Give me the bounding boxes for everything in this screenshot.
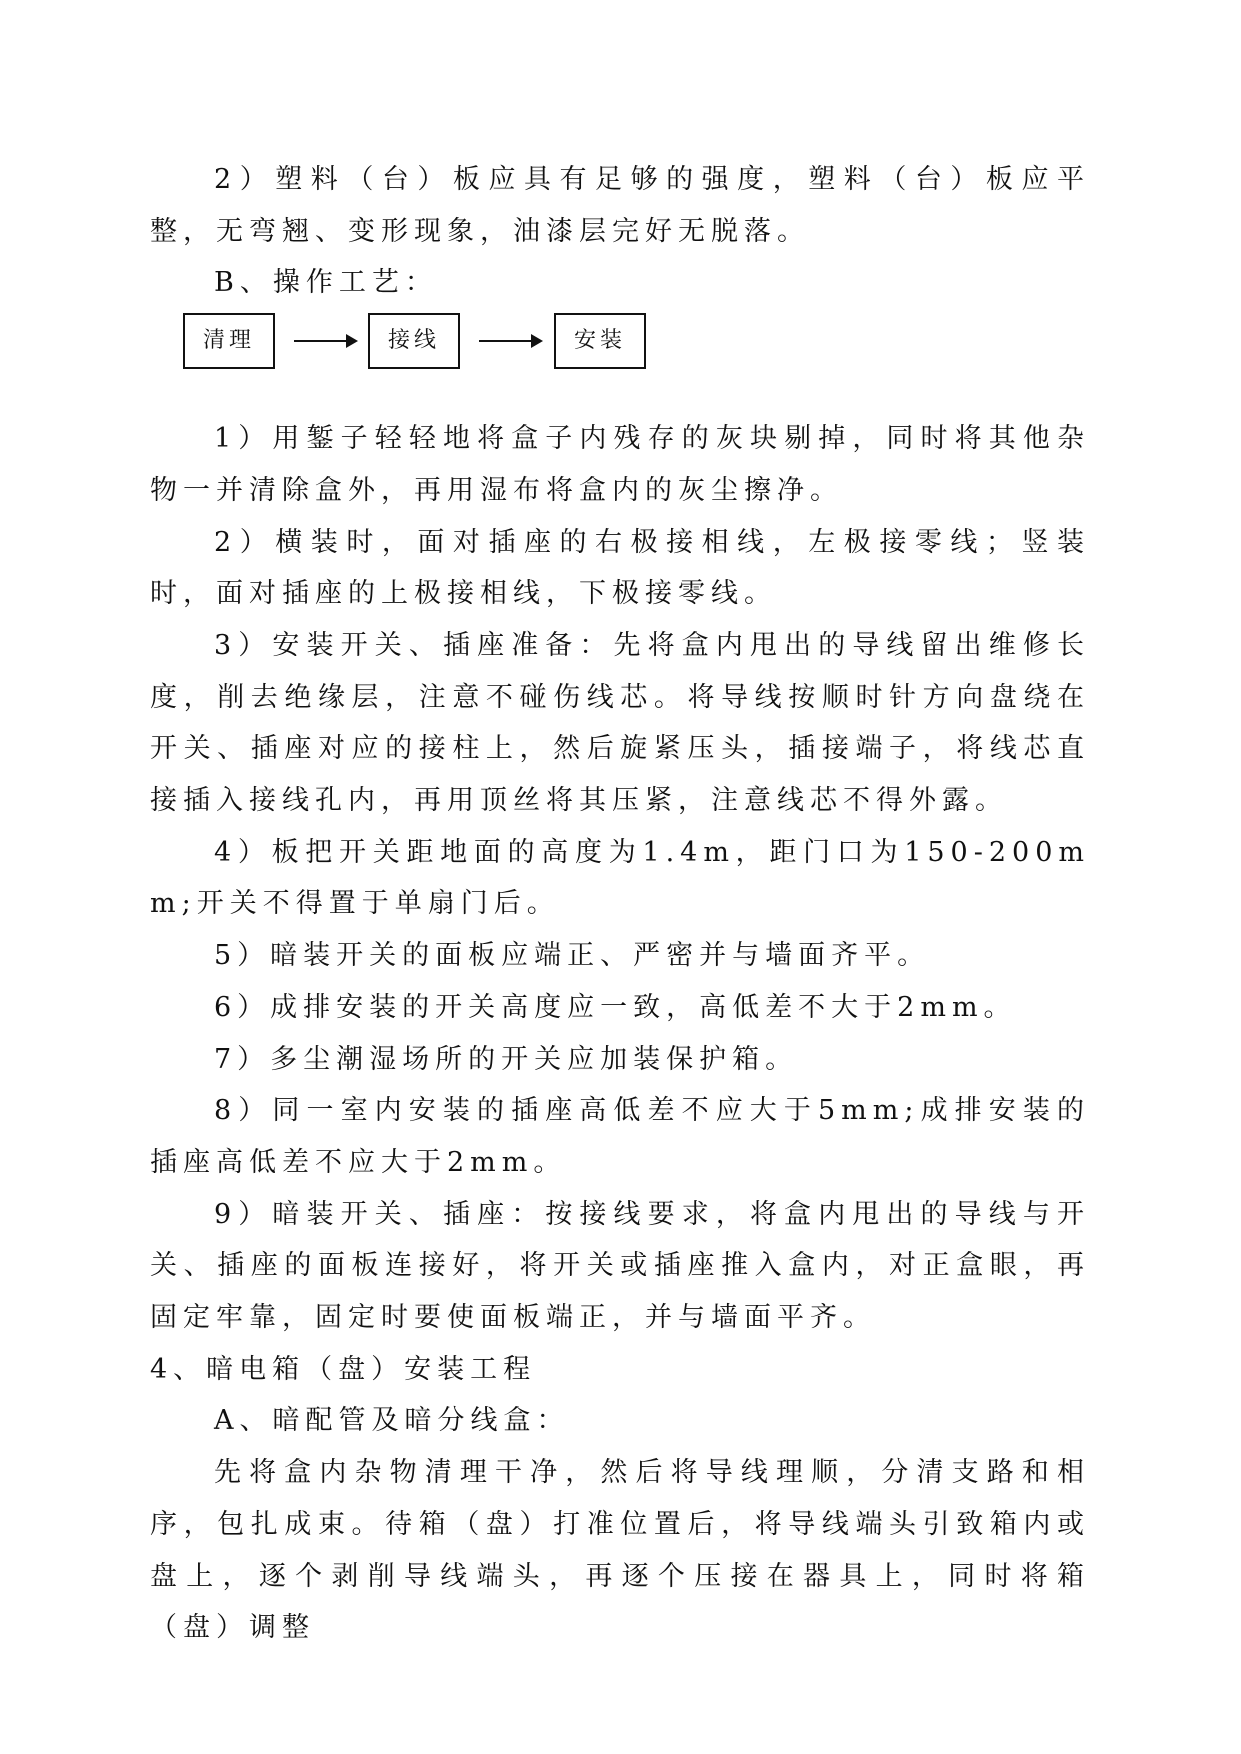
- flow-step-install: 安装: [554, 313, 646, 369]
- paragraph-step-7: 7）多尘潮湿场所的开关应加装保护箱。: [214, 1043, 799, 1075]
- flow-step-clean: 清理: [183, 313, 275, 369]
- paragraph-step-8: 8）同一室内安装的插座高低差不应大于5mm;成排安装的插座高低差不应大于2mm。: [150, 1095, 1090, 1178]
- section-heading-4: 4、暗电箱（盘）安装工程: [150, 1353, 537, 1385]
- paragraph-wiring-procedure: 先将盒内杂物清理干净，然后将导线理顺，分清支路和相序，包扎成束。待箱（盘）打准位置后，将导线端头引致箱内或盘上，逐个剥削导线端头，再逐个压接在器具上，同时将箱（盘）调整: [150, 1457, 1090, 1644]
- paragraph-step-1: 1）用錾子轻轻地将盒子内残存的灰块剔掉，同时将其他杂物一并清除盒外，再用湿布将盒内的灰尘擦净。: [150, 423, 1090, 506]
- flow-arrow-2: [479, 340, 541, 342]
- paragraph-step-4: 4）板把开关距地面的高度为1.4m，距门口为150-200mm;开关不得置于单扇门后。: [150, 836, 1090, 920]
- subsection-heading-a: A、暗配管及暗分线盒：: [214, 1405, 570, 1437]
- paragraph-step-6: 6）成排安装的开关高度应一致，高低差不大于2mm。: [214, 991, 1017, 1023]
- document-body: [150, 154, 1090, 1654]
- section-operation-process: B、操作工艺：: [214, 267, 438, 299]
- paragraph-step-2: 2）横装时，面对插座的右极接相线，左极接零线；竖装时，面对插座的上极接相线，下极接零线。: [150, 526, 1090, 610]
- paragraph-step-3: 3）安装开关、插座准备：先将盒内甩出的导线留出维修长度，削去绝缘层，注意不碰伤线芯。将导线按顺时针方向盘绕在开关、插座对应的接柱上，然后旋紧压头，插接端子，将线芯直接插入接线孔内，再用顶丝将其压紧，注意线芯不得外露。: [150, 629, 1090, 817]
- paragraph-step-9: 9）暗装开关、插座：按接线要求，将盒内甩出的导线与开关、插座的面板连接好，将开关或插座推入盒内，对正盒眼，再固定牢靠，固定时要使面板端正，并与墙面平齐。: [150, 1198, 1090, 1334]
- process-flowchart: [150, 309, 1090, 413]
- flow-arrow-1: [294, 340, 356, 342]
- paragraph-plastic-board: 2）塑料（台）板应具有足够的强度，塑料（台）板应平整，无弯翘、变形现象，油漆层完好无脱落。: [150, 164, 1090, 247]
- flow-step-wiring: 接线: [368, 313, 460, 369]
- paragraph-step-5: 5）暗装开关的面板应端正、严密并与墙面齐平。: [214, 940, 931, 972]
